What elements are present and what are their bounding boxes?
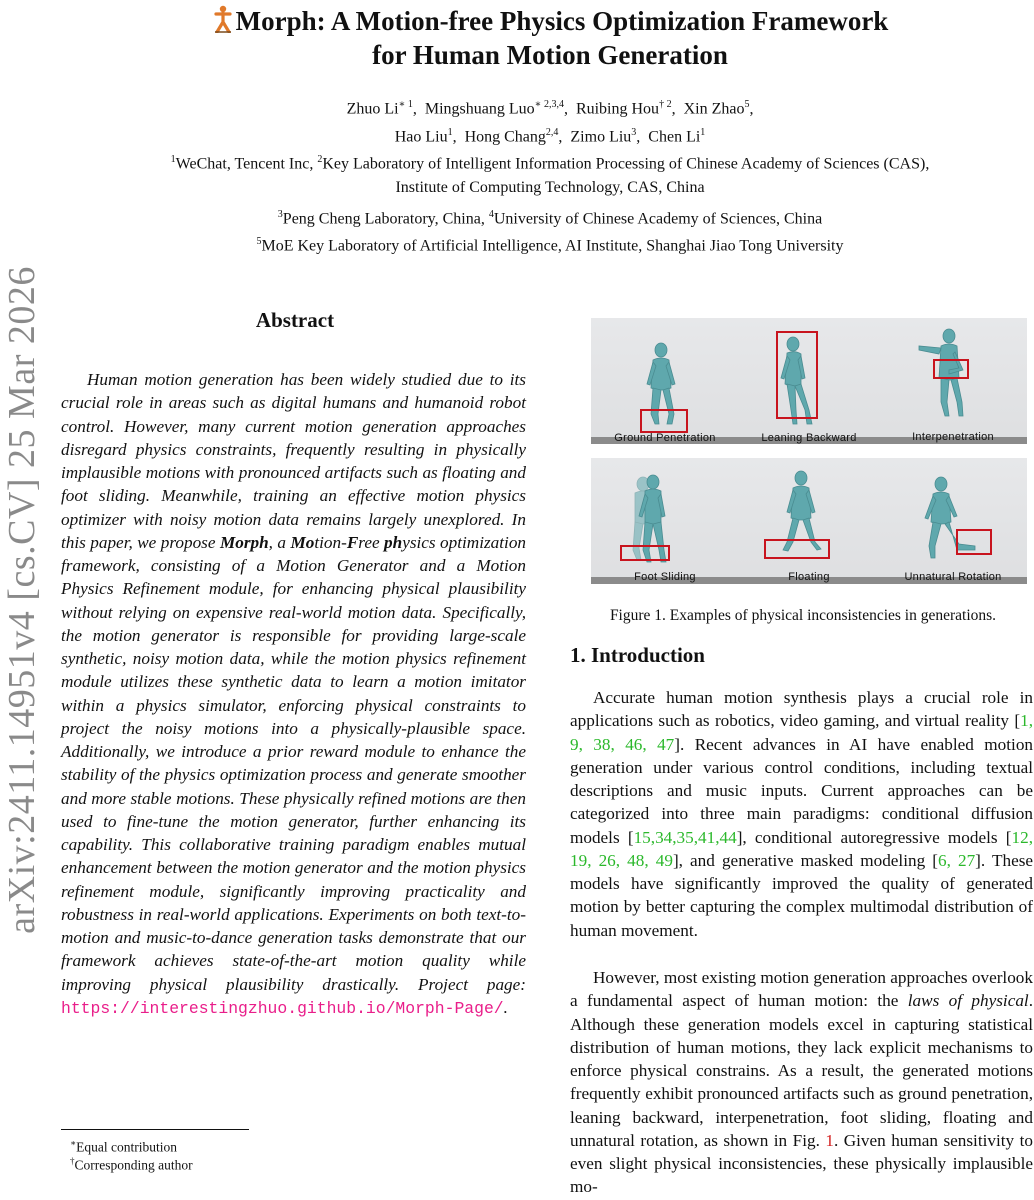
footnote-text: Equal contribution <box>76 1139 177 1155</box>
author-line-2: Hao Liu$^1$, Hong Chang$^{2,4}$, Zimo Liu$^3$, Chen Li$^1$ <box>394 127 706 146</box>
intro-paragraph-1 <box>570 686 1033 942</box>
arxiv-side-stamp <box>0 0 44 1200</box>
citation-link[interactable]: 6, 27 <box>937 850 976 870</box>
author-name: Xin Zhao <box>683 100 745 118</box>
character-figure <box>591 458 739 584</box>
affiliation-5: MoE Key Laboratory of Artificial Intelligence, AI Institute, Shanghai Jiao Tong University <box>261 237 844 255</box>
figure-panel-leaning-backward <box>735 318 883 444</box>
title-line-2: for Human Motion Generation <box>372 40 728 70</box>
footnote-mark: † <box>70 1156 75 1166</box>
acronym-letter: ph <box>384 532 403 552</box>
affiliation-line-3 <box>60 205 1034 229</box>
abstract-body <box>61 368 526 1020</box>
abstract-text: ysics optimization framework, consisting of a Motion Generator and a Motion Physics Refinement module, for enhancing physical plausibility without relying on expensive real-world motion data. Specifically, the motion generator is responsible for providing large-scale synthetic, noisy motion data, while the motion physics refinement module utilizes these synthetic data to learn a motion imitator within a physics simulator, enforcing physical constraints to project the noisy motions into a physically-plausible space. Additionally, we introduce a prior reward module to enhance the stability of the physics optimization process and generate smoother and more stable motions. These physically refined motions are then used to fine-tune the motion generator, further enhancing its capability. This collaborative training paradigm enables mutual enhancement between the motion generator and the motion physics refinement module, significantly improving practicality and robustness in real-world applications. Experiments on both text-to-motion and music-to-dance generation tasks demonstrate that our framework achieves state-of-the-art motion quality while improving physical plausibility drastically. Project page: <box>61 532 527 994</box>
author-sup: ∗ 2,3,4 <box>534 99 564 110</box>
abstract-text: . <box>503 997 508 1017</box>
footnote-corresponding-author <box>70 1153 193 1174</box>
author-sup: † 2 <box>659 99 672 110</box>
affiliation-2: Key Laboratory of Intelligent Information Processing of Chinese Academy of Sciences (CAS), <box>322 155 930 173</box>
morph-logo-icon <box>212 5 234 33</box>
footnote-mark: ∗ <box>70 1138 77 1148</box>
author-name: Hong Chang <box>464 128 546 146</box>
character-figure <box>735 458 883 584</box>
paragraph-text: . Given human sensitivity to even slight physical inconsistencies, these physically implausible mo- <box>570 1130 1033 1197</box>
paragraph-text: ], and generative masked modeling [ <box>672 850 938 870</box>
abstract-heading: Abstract <box>255 308 335 332</box>
affiliation-4: University of Chinese Academy of Sciences, China <box>493 210 823 228</box>
citation-link[interactable]: 12, 19, 26, 48, 49 <box>570 827 1033 870</box>
abstract-text: Human motion generation has been widely studied due to its crucial role in areas such as digital humans and humanoid robot control. However, many current motion generation approaches disregard physics constraints, frequently resulting in physically implausible motions with pronounced artifacts such as floating and foot sliding. Meanwhile, training an effective motion physics optimizer with noisy motion data remains largely unexplored. In this paper, we propose <box>61 370 526 552</box>
author-line-1: Zhuo $Li^{∗ 1}$, Mingshuang Luo$^{∗ 2,3,4}$, Ruibing Hou$^{\dagger 2}$, Xin Zhao$^5$, <box>346 99 754 118</box>
citation-link[interactable]: 1, 9, 38, 46, 47 <box>570 711 1033 754</box>
figure-reference-link[interactable]: 1 <box>825 1130 834 1150</box>
author-sup: ∗ 1 <box>398 99 413 110</box>
paragraph-text: ]. These models have significantly improved the quality of generated motion by better capturing the complex multimodal distribution of human movement. <box>570 850 1034 940</box>
figure-panel-label: Foot Sliding <box>634 571 696 583</box>
paragraph-text: Accurate human motion synthesis plays a crucial role in applications such as robotics, video gaming, and virtual reality [ <box>570 688 1033 731</box>
author-name: Zimo Liu <box>570 128 632 146</box>
project-page-link[interactable]: https://interestingzhuo.github.io/Morph-Page/ <box>61 998 504 1018</box>
figure-panel-label: Ground Penetration <box>614 432 716 444</box>
title-line-1: Morph: A Motion-free Physics Optimization Framework <box>235 6 889 36</box>
section-heading-introduction: 1. Introduction <box>570 643 705 667</box>
author-sup: 3 <box>631 127 637 138</box>
figure-panel-interpenetration <box>879 318 1027 444</box>
acronym-letter: F <box>346 532 359 552</box>
author-name: Zhuo Li <box>346 100 399 118</box>
author-name: Hao Liu <box>394 128 448 146</box>
affiliation-3: Peng Cheng Laboratory, China, <box>282 210 489 228</box>
paragraph-text: ], conditional autoregressive models [ <box>736 827 1012 847</box>
figure-panel-unnatural-rotation <box>879 458 1027 584</box>
affiliation-line-1 <box>60 150 1034 174</box>
author-name: Ruibing Hou <box>575 100 660 118</box>
figure-panel-label: Floating <box>788 571 830 583</box>
abstract-text: , a <box>268 532 291 552</box>
affiliation-1: WeChat, Tencent Inc, <box>175 155 318 173</box>
affiliation-sup: 1 <box>170 154 176 165</box>
paragraph-text: However, most existing motion generation approaches overlook a fundamental aspect of human motion: the <box>570 968 1033 1011</box>
figure-panel-label: Unnatural Rotation <box>904 571 1002 583</box>
abstract-text: ree <box>358 532 385 552</box>
author-sup: 5 <box>744 99 750 110</box>
paper-title <box>100 4 1000 72</box>
paragraph-text: ]. Recent advances in AI have enabled motion generation under various control conditions, including textual descriptions and music inputs. Current approaches can be categorized into three main paradigms: conditional diffusion models [ <box>570 734 1034 847</box>
affiliation-line-2: Institute of Computing Technology, CAS, China <box>395 179 705 196</box>
character-figure <box>591 318 739 444</box>
author-sup: 2,4 <box>545 127 559 138</box>
affiliation-sup: 2 <box>317 154 323 165</box>
author-name: Chen Li <box>648 128 701 146</box>
affiliation-sup: 4 <box>488 209 494 220</box>
footnote-text: Corresponding author <box>74 1157 193 1173</box>
affiliation-sup: 3 <box>277 209 283 220</box>
character-figure <box>879 458 1027 584</box>
figure-panel-floating <box>735 458 883 584</box>
intro-paragraph-2 <box>570 966 1033 1199</box>
figure-panel-label: Interpenetration <box>912 431 994 443</box>
abstract-text: tion- <box>314 532 347 552</box>
arxiv-identifier: arXiv:2411.14951v4 [cs.CV] 25 Mar 2026 <box>1 266 43 934</box>
emphasis-text: laws of physical <box>907 991 1029 1011</box>
citation-link[interactable]: 15,34,35,41,44 <box>633 827 737 847</box>
method-name: Morph <box>219 532 269 552</box>
figure-panel-ground-penetration <box>591 318 739 444</box>
character-figure <box>735 318 883 444</box>
affiliation-line-4 <box>60 232 1034 256</box>
acronym-letter: Mo <box>290 532 315 552</box>
paragraph-text: . Although these generation models excel in capturing statistical distribution of human motions, they lack explicit mechanisms to enforce physical constrains. As a result, the generated motions frequently exhibit pronounced artifacts such as ground penetration, leaning backward, interpenetration, foot sliding, floating and unnatural rotation, as shown in Fig. <box>570 991 1034 1150</box>
affiliation-sup: 5 <box>256 236 262 247</box>
author-sup: 1 <box>700 127 706 138</box>
footnote-rule <box>61 1129 249 1130</box>
author-name: Mingshuang Luo <box>424 100 535 118</box>
figure-caption: Figure 1. Examples of physical inconsistencies in generations. <box>609 607 997 624</box>
author-sup: 1 <box>447 127 453 138</box>
figure-panel-label: Leaning Backward <box>761 432 857 444</box>
figure-panel-foot-sliding <box>591 458 739 584</box>
character-figure <box>879 318 1027 444</box>
